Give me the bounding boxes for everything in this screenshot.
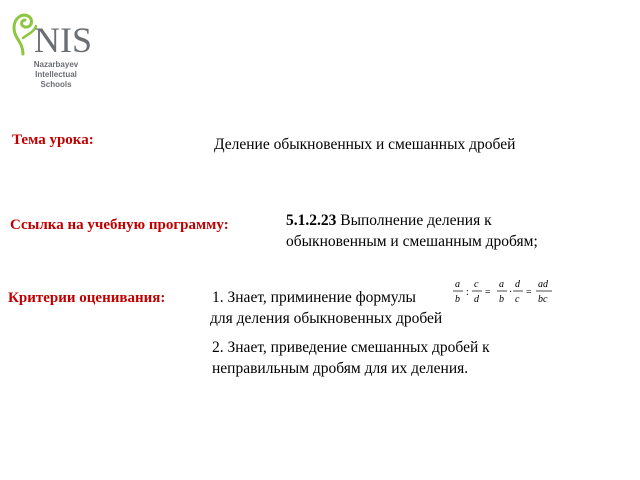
fraction-division-formula [452, 276, 562, 308]
curriculum-link-label: Ссылка на учебную программу: [10, 217, 229, 233]
criterion-2 [212, 337, 490, 379]
logo-subtitle [24, 60, 88, 90]
assessment-criteria-label: Критерии оценивания: [8, 290, 166, 306]
lesson-topic-label: Тема урока: [12, 132, 94, 148]
logo-subtitle-line: Intellectual [35, 70, 77, 79]
curriculum-objective [286, 210, 538, 252]
criterion-2-line1: 2. Знает, приведение смешанных дробей к [212, 339, 490, 356]
formula-b: b [455, 294, 460, 305]
curriculum-objective-line [286, 210, 538, 231]
formula-c2: c [515, 294, 520, 305]
formula-eq2: = [526, 287, 532, 298]
formula-c: c [474, 279, 479, 290]
formula-b2: b [499, 294, 504, 305]
criterion-1-line1: 1. Знает, приминение формулы [212, 289, 416, 306]
logo-subtitle-line: Schools [40, 80, 72, 89]
curriculum-text-line2: обыкновенным и смешанным дробям; [286, 233, 538, 250]
formula-eq: = [485, 287, 491, 298]
formula-d2: d [515, 279, 520, 290]
formula-a2: a [499, 279, 504, 290]
criterion-2-line2: неправильным дробям для их деления. [212, 360, 469, 377]
curriculum-text-line1: Выполнение деления к [336, 212, 492, 229]
formula-bc: bc [538, 294, 548, 305]
criterion-1-line2: для деления обыкновенных дробей [210, 310, 443, 327]
curriculum-code: 5.1.2.23 [286, 212, 337, 229]
formula-d: d [474, 294, 479, 305]
formula-a: a [455, 279, 460, 290]
formula-dot: · [509, 287, 513, 298]
nis-logo [8, 8, 98, 94]
formula-div: : [466, 287, 469, 298]
criterion-1 [210, 287, 442, 329]
logo-subtitle-line: Nazarbayev [33, 60, 79, 69]
lesson-topic-value: Деление обыкновенных и смешанных дробей [214, 136, 516, 153]
formula-ad: ad [538, 279, 548, 290]
logo-brand: NIS [34, 20, 93, 60]
